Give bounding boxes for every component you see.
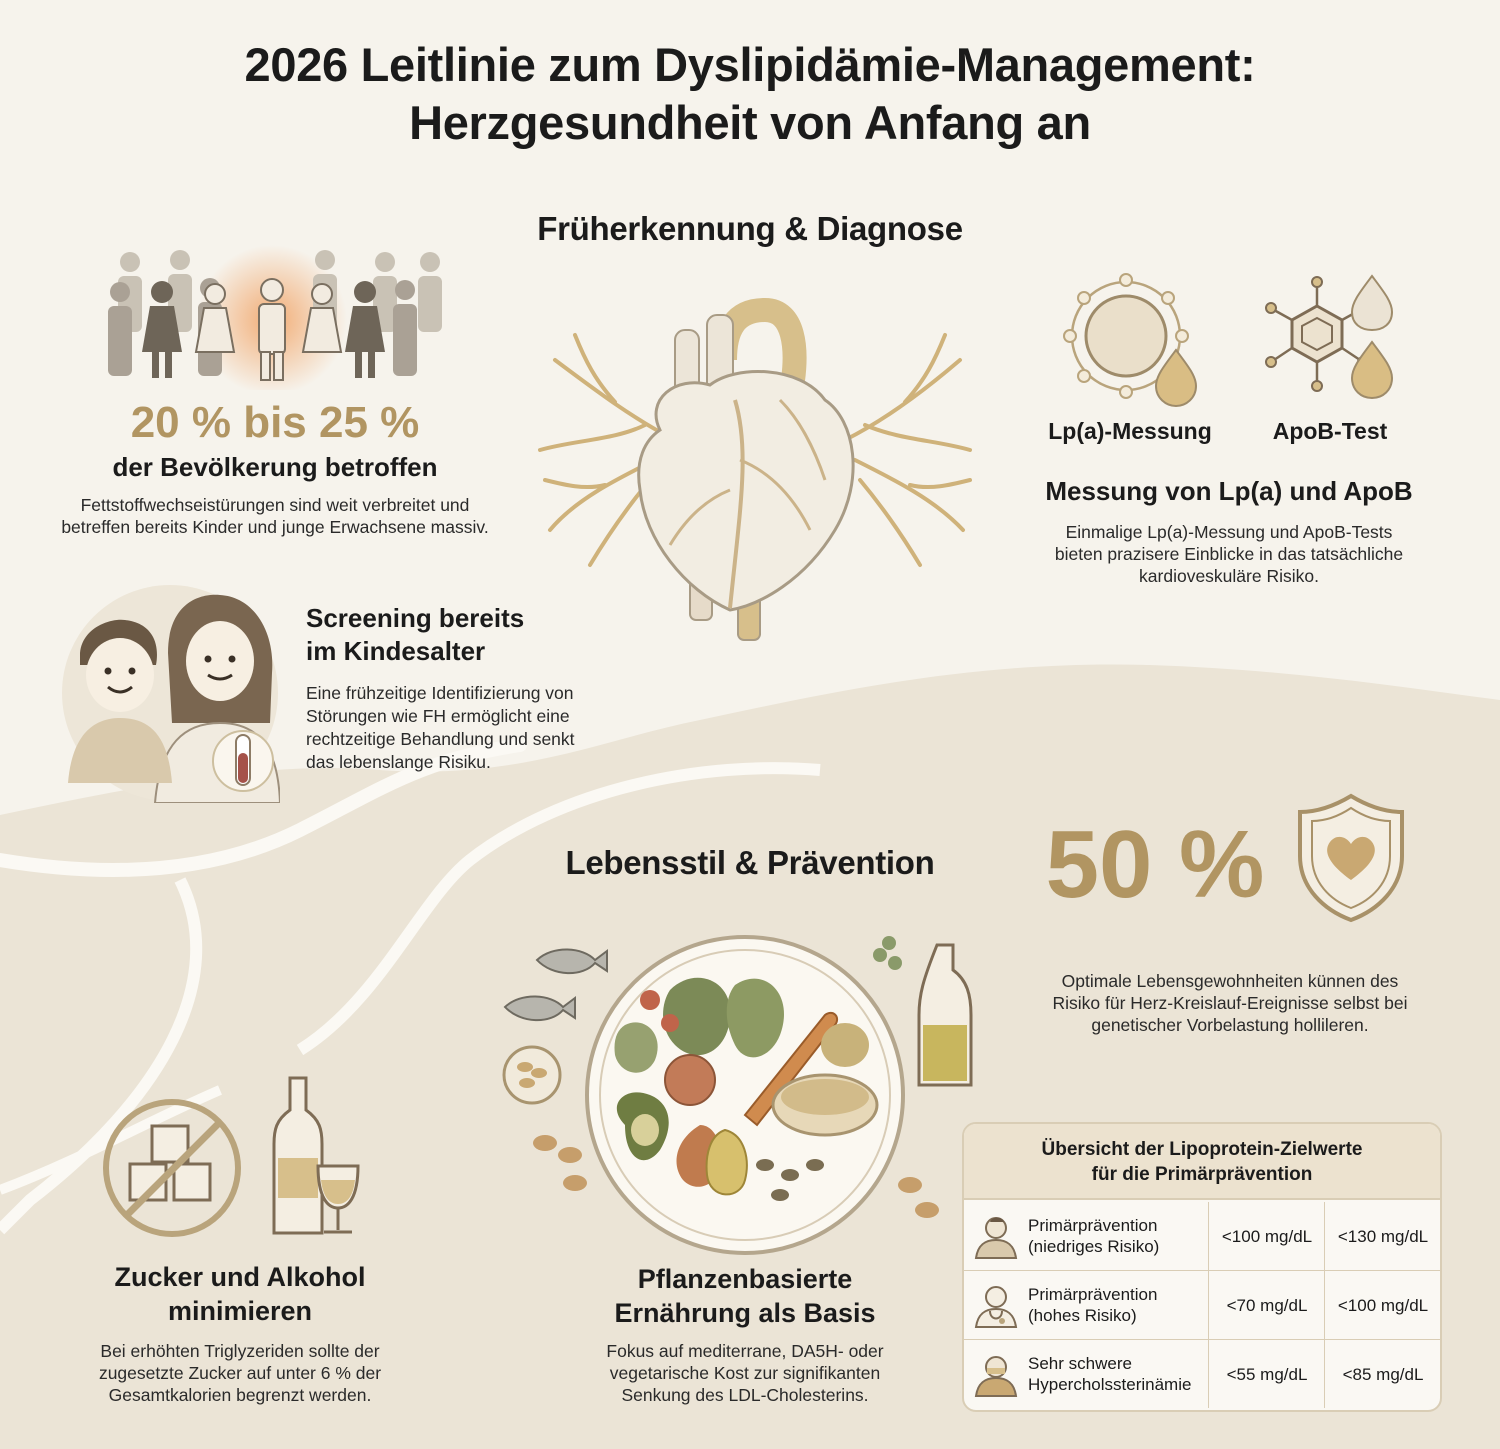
- table-header: Übersicht der Lipoprotein-Zielwerte für die Primärprävention: [964, 1124, 1440, 1200]
- diet-title: Pflanzenbasierte Ernährung als Basis: [614, 1264, 876, 1328]
- lpa-label: Lp(a)-Messung: [1048, 418, 1212, 444]
- table-row: [964, 1202, 1440, 1271]
- person-icon: [972, 1212, 1020, 1260]
- row-value-2: <100 mg/dL: [1324, 1271, 1441, 1339]
- table-row: [964, 1340, 1440, 1408]
- diet-text: Fokus auf mediterrane, DA5H- oder vegetarische Kost zur signifikanten Senkung des LDL-Cholesterins.: [606, 1341, 884, 1405]
- row-value-2: <130 mg/dL: [1324, 1202, 1441, 1270]
- heart-illustration-icon: [535, 290, 975, 645]
- measurement-title: Messung von Lp(a) und ApoB: [1045, 476, 1413, 506]
- row-value-2: <85 mg/dL: [1324, 1340, 1441, 1408]
- page-title: [0, 36, 1500, 152]
- row-value-1: <100 mg/dL: [1208, 1202, 1325, 1270]
- population-people-icon: [100, 240, 455, 390]
- apob-molecule-icon: [1262, 268, 1402, 408]
- title-line-2: Herzgesundheit von Anfang an: [409, 96, 1091, 149]
- doctor-icon: [972, 1281, 1020, 1329]
- section-title-prevention: Lebensstil & Prävention: [565, 844, 935, 881]
- target-values-table: [962, 1122, 1442, 1412]
- sugar-alcohol-icon: [100, 1068, 370, 1243]
- population-subtitle: der Bevölkerung betroffen: [112, 452, 438, 482]
- risk-text: Optimale Lebensgewohnheiten künnen des Risiko für Herz-Kreislauf-Ereignisse selbst bei genetischer Vorbelastung hollileren.: [1052, 971, 1408, 1035]
- lpa-particle-icon: [1058, 268, 1198, 408]
- row-value-1: <70 mg/dL: [1208, 1271, 1325, 1339]
- children-screening-icon: [60, 583, 280, 803]
- plant-based-plate-icon: [495, 925, 975, 1255]
- measurement-text: Einmalige Lp(a)-Messung und ApoB-Tests bieten prazisere Einblicke in das tatsächliche kardioveskuläre Risiko.: [1054, 522, 1404, 586]
- screening-text: Eine frühzeitige Identifizierung von Störungen wie FH ermöglicht eine rechtzeitige Behandlung und senkt das lebenslange Risiku.: [306, 683, 575, 772]
- title-line-1: 2026 Leitlinie zum Dyslipidämie-Management:: [244, 38, 1256, 91]
- patient-icon: [972, 1350, 1020, 1398]
- screening-title: Screening bereits im Kindesalter: [306, 603, 525, 666]
- row-label: Primärprävention (hohes Risiko): [1028, 1285, 1158, 1325]
- sugar-title: Zucker und Alkohol minimieren: [114, 1262, 366, 1326]
- heart-shield-icon: [1296, 792, 1406, 924]
- population-stat: 20 % bis 25 %: [130, 398, 420, 447]
- apob-label: ApoB-Test: [1272, 418, 1388, 444]
- risk-stat: 50 %: [1045, 811, 1265, 918]
- row-value-1: <55 mg/dL: [1208, 1340, 1325, 1408]
- table-row: [964, 1271, 1440, 1340]
- row-label: Primärprävention (niedriges Risiko): [1028, 1216, 1160, 1256]
- population-text: Fettstoffwechseistürungen sind weit verbreitet und betreffen bereits Kinder und junge Erwachsene massiv.: [61, 495, 489, 537]
- sugar-text: Bei erhöhten Triglyzeriden sollte der zugesetzte Zucker auf unter 6 % der Gesamtkalorien begrenzt werden.: [98, 1341, 382, 1405]
- section-title-diagnosis: Früherkennung & Diagnose: [537, 210, 963, 247]
- row-label: Sehr schwere Hypercholssterinämie: [1028, 1354, 1192, 1394]
